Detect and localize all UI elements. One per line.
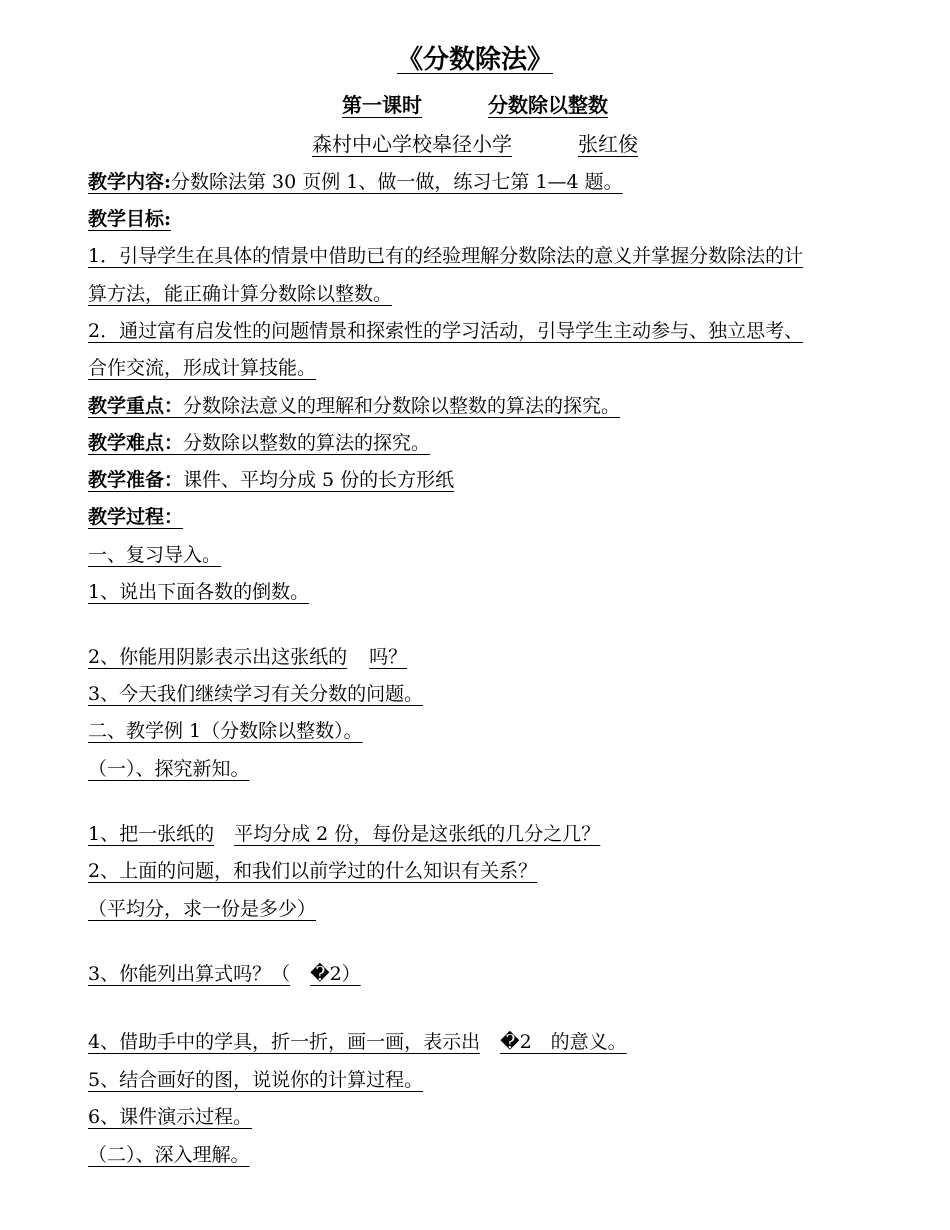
review-step-2 — [88, 645, 407, 669]
lesson-number: 第一课时 — [342, 93, 422, 117]
difficulty-label: 教学难点： — [88, 432, 184, 454]
lesson-topic: 分数除以整数 — [488, 93, 608, 117]
difficulty — [88, 431, 430, 455]
key-point — [88, 394, 620, 418]
explore-step-1-end: 平均分成 2 份，每份是这张纸的几分之几？ — [234, 823, 601, 845]
review-step-1: 1、说出下面各数的倒数。 — [88, 581, 310, 603]
goal-1-line-2: 算方法，能正确计算分数除以整数。 — [88, 283, 393, 305]
goal-1-line-1: 1．引导学生在具体的情景中借助已有的经验理解分数除法的意义并掌握分数除法的计 — [88, 245, 804, 267]
subsection-deepen: （二）、深入理解。 — [88, 1144, 250, 1166]
explore-step-4-text: 4、借助手中的学具，折一折，画一画，表示出 — [88, 1031, 481, 1053]
explore-step-1-text: 1、把一张纸的 — [88, 823, 215, 845]
explore-step-6: 6、课件演示过程。 — [88, 1106, 253, 1128]
teacher-name: 张红俊 — [578, 132, 638, 156]
key-point-text: 分数除法意义的理解和分数除以整数的算法的探究。 — [183, 395, 621, 417]
goals-label: 教学目标: — [88, 208, 172, 230]
goal-2-line-1: 2．通过富有启发性的问题情景和探索性的学习活动，引导学生主动参与、独立思考、 — [88, 320, 804, 342]
review-step-2-end: 吗？ — [369, 646, 408, 668]
key-point-label: 教学重点： — [88, 395, 184, 417]
preparation — [88, 468, 454, 492]
section-review: 一、复习导入。 — [88, 544, 222, 566]
explore-step-4-end: �2 的意义。 — [500, 1031, 627, 1053]
explore-step-3 — [88, 962, 361, 986]
lesson-subtitle — [0, 93, 950, 117]
explore-step-4 — [88, 1030, 627, 1054]
school-name: 森村中心学校皋径小学 — [312, 132, 512, 156]
author-line — [0, 132, 950, 156]
preparation-label: 教学准备： — [88, 469, 184, 491]
goal-2-line-2: 合作交流，形成计算技能。 — [88, 357, 317, 379]
explore-step-5: 5、结合画好的图，说说你的计算过程。 — [88, 1069, 424, 1091]
process-label: 教学过程： — [88, 506, 184, 528]
preparation-text: 课件、平均分成 5 份的长方形纸 — [183, 469, 455, 491]
explore-step-1 — [88, 822, 600, 846]
content-label: 教学内容: — [88, 171, 172, 193]
teaching-content — [88, 170, 623, 194]
section-example: 二、教学例 1（分数除以整数）。 — [88, 720, 363, 742]
explore-step-2-answer: （平均分，求一份是多少） — [88, 898, 317, 920]
difficulty-text: 分数除以整数的算法的探究。 — [183, 432, 431, 454]
explore-step-3-end: �2） — [310, 963, 361, 985]
review-step-3: 3、今天我们继续学习有关分数的问题。 — [88, 683, 424, 705]
subsection-explore: （一）、探究新知。 — [88, 758, 250, 780]
page-title: 《分数除法》 — [396, 45, 553, 75]
review-step-2-text: 2、你能用阴影表示出这张纸的 — [88, 646, 348, 668]
explore-step-2: 2、上面的问题，和我们以前学过的什么知识有关系？ — [88, 860, 538, 882]
content-text: 分数除法第 30 页例 1、做一做，练习七第 1—4 题。 — [171, 171, 623, 193]
explore-step-3-text: 3、你能列出算式吗？（ — [88, 963, 291, 985]
